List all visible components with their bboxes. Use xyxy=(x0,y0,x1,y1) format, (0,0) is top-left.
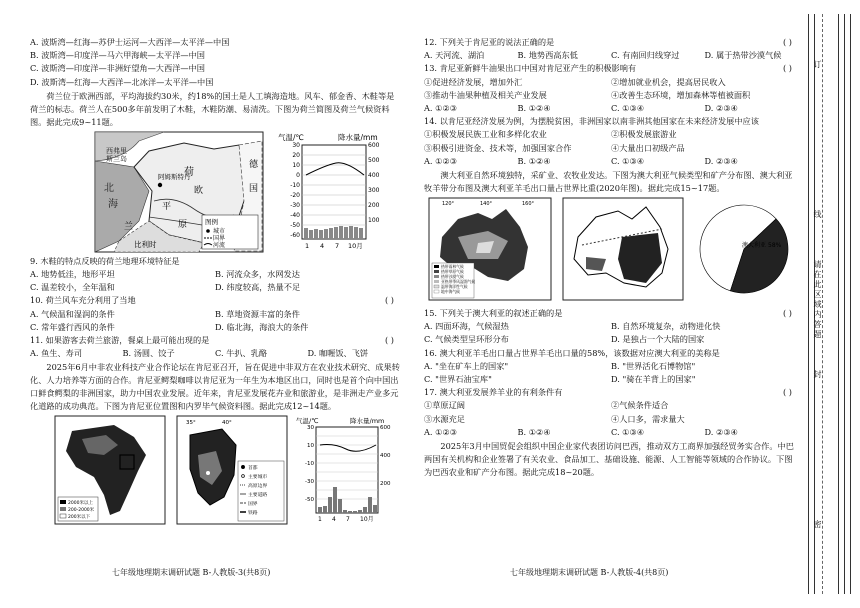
q9-option-d[interactable]: D. 纬度较高，热量不足 xyxy=(215,282,301,293)
q17-option-b[interactable]: B. ①②④ xyxy=(517,426,551,437)
legend-title: 图例 xyxy=(205,217,218,226)
q14-items-1 xyxy=(424,128,798,141)
p-tick-100: 100 xyxy=(368,216,380,224)
t-tick-m10: -10 xyxy=(290,181,300,189)
q13-items-2 xyxy=(424,89,798,102)
n-t-tick-m10: -10 xyxy=(305,461,314,468)
q10-option-d[interactable]: D. 临北海，海浪大的条件 xyxy=(215,321,309,332)
q17-option-c[interactable]: C. ①③④ xyxy=(611,426,645,437)
q13-item-4: ④改善生态环境，增加森林等植被面积 xyxy=(611,89,751,100)
t-tick-m60: -60 xyxy=(290,231,300,239)
q17-items-1 xyxy=(424,399,798,412)
q16-option-b[interactable]: B. "世界活化石博物馆" xyxy=(611,360,696,371)
binding-line-1 xyxy=(808,14,809,594)
kenya-legend-road: 主要道路 xyxy=(248,493,268,499)
n-m-tick-4: 4 xyxy=(332,516,336,524)
n-t-tick-10: 10 xyxy=(307,443,314,450)
q15-option-b[interactable]: B. 自然环境复杂，动物进化快 xyxy=(611,321,721,332)
amsterdam-label: 阿姆斯特丹 xyxy=(158,172,191,181)
guo-label: 国 xyxy=(249,183,259,194)
elev-legend-mid: 200-2000米 xyxy=(68,508,95,514)
q11-option-c[interactable]: C. 牛扒、乳酪 xyxy=(215,348,268,359)
binding-line-5 xyxy=(844,14,845,594)
q11-option-a[interactable]: A. 鱼生、寿司 xyxy=(30,348,83,359)
q9-option-a[interactable]: A. 地势低洼，地形平坦 xyxy=(30,269,115,280)
q17-option-a[interactable]: A. ①②③ xyxy=(424,426,458,437)
q9-option-b[interactable]: B. 河流众多，水网发达 xyxy=(215,269,300,280)
q13-item-1: ①促进经济发展，增加外汇 xyxy=(424,76,523,87)
q13-option-d[interactable]: D. ②③④ xyxy=(704,103,738,114)
q15-options-2 xyxy=(424,333,798,346)
t-tick-m30: -30 xyxy=(290,201,300,209)
de-label: 德 xyxy=(249,159,259,170)
australia-figures xyxy=(424,197,798,305)
q11-options xyxy=(30,347,400,360)
belgium-label: 比利时 xyxy=(134,239,157,249)
pie-slices xyxy=(700,205,788,293)
precip-axis-title: 降水量/mm xyxy=(338,132,378,142)
africa-map xyxy=(54,415,166,525)
q14-options xyxy=(424,155,798,168)
kenya-legend-border: 国界 xyxy=(248,502,258,508)
q17-items-2 xyxy=(424,413,798,426)
q10-options-1 xyxy=(30,308,400,321)
left-column xyxy=(30,36,400,529)
q10-option-a[interactable]: A. 气候温和湿润的条件 xyxy=(30,308,115,319)
footer-page-3: 七年级地理期末调研试题 B-人教版-3(共8页) xyxy=(112,568,271,577)
question-14: 14. 以肯尼亚经济发展为例，为摆脱贫困，非洲国家以南非洲其他国家在未来经济发展中应该 xyxy=(424,116,759,127)
n-m-tick-10: 10月 xyxy=(360,516,374,524)
q15-option-d[interactable]: D. 是独占一个大陆的国家 xyxy=(611,334,705,345)
coord-35: 35° xyxy=(186,420,196,427)
option-c: C. 波斯湾—印度洋—非洲好望角—大西洋—中国 xyxy=(30,63,205,74)
t-tick-m50: -50 xyxy=(290,221,300,229)
q14-option-a[interactable]: A. ①②③ xyxy=(424,155,458,166)
binding-mark-2: 线 xyxy=(813,210,822,220)
p-tick-400: 400 xyxy=(368,171,380,179)
wool-export-pie xyxy=(690,197,798,301)
kenya-legend-rail: 铁路 xyxy=(248,511,258,517)
aus-coord-160: 160° xyxy=(522,201,535,208)
pie-label-main: 澳大利亚 xyxy=(742,242,767,250)
t-tick-0: 0 xyxy=(296,171,300,179)
aus-legend-2: 热带草原气候 xyxy=(441,269,464,275)
q9-option-c[interactable]: C. 温差较小，全年温和 xyxy=(30,282,115,293)
n-m-tick-1: 1 xyxy=(318,516,322,524)
aus-legend-1: 热带雨林气候 xyxy=(441,264,464,270)
q12-option-a[interactable]: A. 天河流、湖泊 xyxy=(424,50,485,61)
aus-legend-5: 温带海洋性气候 xyxy=(441,284,468,290)
netherlands-figures xyxy=(30,131,400,253)
yuan-label: 原 xyxy=(178,219,188,230)
option-b: B. 波斯湾—印度洋—马六甲海峡—太平洋—中国 xyxy=(30,50,205,61)
q10-option-b[interactable]: B. 草地资源丰富的条件 xyxy=(215,308,300,319)
m-tick-7: 7 xyxy=(335,241,340,250)
binding-mark-1: 订 xyxy=(813,60,822,70)
kenya-map xyxy=(176,415,288,525)
q15-options-1 xyxy=(424,320,798,333)
question-10: 10. 荷兰风车充分利用了当地 ( ) xyxy=(30,294,400,307)
option-a: A. 波斯湾—红海—苏伊士运河—大西洋—太平洋—中国 xyxy=(30,37,230,47)
m-tick-10: 10月 xyxy=(348,241,363,250)
q13-option-a[interactable]: A. ①②③ xyxy=(424,103,458,114)
q13-option-c[interactable]: C. ①③④ xyxy=(611,103,645,114)
lan-label: 兰 xyxy=(124,221,134,232)
q14-items-2 xyxy=(424,142,798,155)
n-t-tick-30: 30 xyxy=(307,425,314,432)
kenya-figures xyxy=(30,415,400,527)
temp-axis-title: 气温/℃ xyxy=(278,132,304,142)
question-11: 11. 如果游客去荷兰旅游，餐桌上最可能出现的是 ( ) xyxy=(30,334,400,347)
binding-margin xyxy=(800,0,860,608)
passage-netherlands: 荷兰位于欧洲西部，平均海拔约30米，约18%的国土是人工填海造地。风车、郁金香、木鞋等是荷兰的标志。荷兰人在500多年前发明了木鞋，木鞋防潮、易清洗。下图为荷兰简图及荷兰气候资料图。据此完成9~11题。 xyxy=(30,90,395,127)
q14-option-c[interactable]: C. ①③④ xyxy=(611,155,645,166)
nairobi-temp-title: 气温/℃ xyxy=(296,417,319,426)
q15-answer-bracket[interactable]: ( ) xyxy=(783,308,792,319)
q14-item-2: ②积极发展旅游业 xyxy=(611,129,677,140)
nairobi-climate-chart xyxy=(294,415,404,525)
question-9: 9. 木鞋的特点反映的荷兰地理环境特征是 xyxy=(30,255,180,266)
p-tick-300: 300 xyxy=(368,186,380,194)
q17-options xyxy=(424,426,798,439)
q13-option-b[interactable]: B. ①②④ xyxy=(517,103,551,114)
n-t-tick-m50: -50 xyxy=(305,497,314,504)
binding-line-4 xyxy=(838,14,839,594)
q11-answer-bracket[interactable]: ( ) xyxy=(385,335,394,346)
q12-option-c[interactable]: C. 有南回归线穿过 xyxy=(611,50,680,61)
question-13: 13. 肯尼亚新鲜牛油果出口中国对肯尼亚产生的积极影响有 ( ) xyxy=(424,62,798,75)
q17-item-3: ③水源充足 xyxy=(424,413,465,424)
q9-options-1 xyxy=(30,268,400,281)
q14-option-d[interactable]: D. ②③④ xyxy=(704,155,738,166)
q16-options-2 xyxy=(424,373,798,386)
sea-char-label: 海 xyxy=(108,198,118,210)
binding-mark-3: 封 xyxy=(813,370,822,380)
q12-options xyxy=(424,49,798,62)
n-m-tick-7: 7 xyxy=(346,516,350,524)
aus-coord-120: 120° xyxy=(442,201,455,208)
legend-city: 城市 xyxy=(213,227,226,235)
q12-answer-bracket[interactable]: ( ) xyxy=(783,37,792,47)
kenya-legend-plateau: 高原边界 xyxy=(248,484,268,490)
q13-options xyxy=(424,102,798,115)
q10-options-2 xyxy=(30,321,400,334)
australia-climate-map xyxy=(428,197,552,301)
kenya-legend-capital: 首都 xyxy=(248,466,258,472)
legend-river: 河流 xyxy=(213,241,226,249)
ou-label: 欧 xyxy=(194,185,204,196)
n-t-tick-m30: -30 xyxy=(305,479,314,486)
q15-option-a[interactable]: A. 四面环海，气候湿热 xyxy=(424,321,509,332)
question-15: 15. 下列关于澳大利亚的叙述正确的是 ( ) xyxy=(424,307,798,320)
n-p-tick-600: 600 xyxy=(380,425,391,432)
q16-option-d[interactable]: D. "骑在羊背上的国家" xyxy=(611,374,696,385)
question-12: 12. 下列关于肯尼亚的说法正确的是 ( ) xyxy=(424,36,798,49)
aus-legend-3: 热带沙漠气候 xyxy=(441,274,464,280)
q11-option-d[interactable]: D. 咖喱饭、飞饼 xyxy=(307,348,369,359)
q14-item-4: ④大量出口初级产品 xyxy=(611,142,685,153)
q14-item-1: ①积极发展民族工业和多样化农业 xyxy=(424,129,547,140)
q11-option-b[interactable]: B. 汤圆、饺子 xyxy=(122,348,175,359)
q14-option-b[interactable]: B. ①②④ xyxy=(517,155,551,166)
netherlands-map xyxy=(94,131,264,253)
aus-legend-4: 亚热带季风湿润气候 xyxy=(441,279,476,285)
ping-label: 平 xyxy=(162,201,172,212)
pie-label-pct: 58% xyxy=(768,242,782,250)
kenya-legend-city: 主要城市 xyxy=(248,475,268,481)
coord-40: 40° xyxy=(222,420,232,427)
q13-answer-bracket[interactable]: ( ) xyxy=(783,63,792,74)
q10-answer-bracket[interactable]: ( ) xyxy=(385,295,394,306)
binding-mark-4: 密 xyxy=(813,520,822,530)
m-tick-4: 4 xyxy=(320,241,325,250)
n-p-tick-200: 200 xyxy=(380,481,391,488)
q12-option-b[interactable]: B. 地势西高东低 xyxy=(517,50,578,61)
sea-label-1: 西弗里 xyxy=(106,146,127,155)
nairobi-precip-title: 降水量/mm xyxy=(350,417,385,426)
m-tick-1: 1 xyxy=(305,241,310,250)
q13-items-1 xyxy=(424,76,798,89)
binding-note: 请在此区域内答题 xyxy=(813,260,822,340)
q17-item-2: ②气候条件适合 xyxy=(611,400,669,411)
elev-legend-high: 2000米以上 xyxy=(68,501,93,507)
q12-option-d[interactable]: D. 属于热带沙漠气候 xyxy=(704,50,782,61)
australia-sheep-map xyxy=(562,197,684,301)
q9-options-2 xyxy=(30,281,400,294)
footer-page-4: 七年级地理期末调研试题 B-人教版-4(共8页) xyxy=(510,568,669,577)
q10-option-c[interactable]: C. 常年盛行西风的条件 xyxy=(30,321,115,332)
north-label: 北 xyxy=(104,182,114,194)
passage-brazil: 2025年3月中国贸促会组织中国企业家代表团访问巴西，推动双方工商界加强经贸务实合作。中巴两国有关机构和企业签署了有关农业、食品加工、基础设施、能源、人工智能等领域的合作协议。下图为巴西农业和矿产分布图。据此完成18~20题。 xyxy=(424,441,794,478)
q16-option-c[interactable]: C. "世界石油宝库" xyxy=(424,374,492,385)
t-tick-10: 10 xyxy=(292,161,300,169)
q17-item-4: ④人口多，需求量大 xyxy=(611,413,685,424)
sea-label-2: 斯兰岛 xyxy=(106,154,127,163)
t-tick-30: 30 xyxy=(292,141,300,149)
aus-legend-6: 地中海气候 xyxy=(441,289,460,295)
q15-option-c[interactable]: C. 气候类型呈环形分布 xyxy=(424,334,509,345)
q16-options-1 xyxy=(424,360,798,373)
t-tick-20: 20 xyxy=(292,151,300,159)
n-p-tick-400: 400 xyxy=(380,453,391,460)
passage-australia: 澳大利亚自然环境独特，采矿业、农牧业发达。下图为澳大利亚气候类型和矿产分布图、澳大利亚牧羊带分布图及澳大利亚羊毛出口量占世界比重(2020年图)。据此完成15~17题。 xyxy=(424,170,793,194)
t-tick-m20: -20 xyxy=(290,191,300,199)
q17-item-1: ①草原辽阔 xyxy=(424,400,465,411)
option-d: D. 波斯湾—红海—大西洋—北冰洋—太平洋—中国 xyxy=(30,76,214,87)
t-tick-m40: -40 xyxy=(290,211,300,219)
question-16: 16. 澳大利亚羊毛出口量占世界羊毛出口量的58%，该数据对应澳大利亚的美称是 xyxy=(424,347,720,358)
netherlands-climate-chart xyxy=(276,131,396,253)
binding-line-6 xyxy=(850,14,851,594)
right-column xyxy=(424,36,798,480)
legend-border: 国界 xyxy=(213,234,226,242)
aus-coord-140: 140° xyxy=(480,201,493,208)
q13-item-2: ②增加就业机会，提高居民收入 xyxy=(611,76,726,87)
question-17: 17. 澳大利亚发展养羊业的有利条件有 ( ) xyxy=(424,386,798,399)
he-label: 荷 xyxy=(184,166,194,178)
q16-option-a[interactable]: A. "坐在矿车上的国家" xyxy=(424,360,509,371)
q13-item-3: ③推动牛油果种植及相关产业发展 xyxy=(424,89,547,100)
p-tick-200: 200 xyxy=(368,201,380,209)
p-tick-500: 500 xyxy=(368,156,380,164)
p-tick-600: 600 xyxy=(368,141,380,149)
q17-answer-bracket[interactable]: ( ) xyxy=(783,387,792,398)
q14-item-3: ③积极引进资金、技术等，加强国家合作 xyxy=(424,142,572,153)
elev-legend-low: 200米以下 xyxy=(68,515,91,521)
q17-option-d[interactable]: D. ②③④ xyxy=(704,426,738,437)
passage-kenya: 2025年6月中非农业科技产业合作论坛在肯尼亚召开，旨在促进中非双方在农业技术研究、成果转化、人力培养等方面的合作。肯尼亚鳄梨咖啡以肯尼亚为一年生为本地区出口，同时也是首个向中国出口鲜食鳄梨的非洲国家，助力中国农业发展。近年来，肯尼亚发展花卉业和旅游业，是非洲走产业多元化道路的成功典范。下图为肯尼亚位置图和内罗毕气候资料图。据此完成12~14题。 xyxy=(30,362,400,412)
